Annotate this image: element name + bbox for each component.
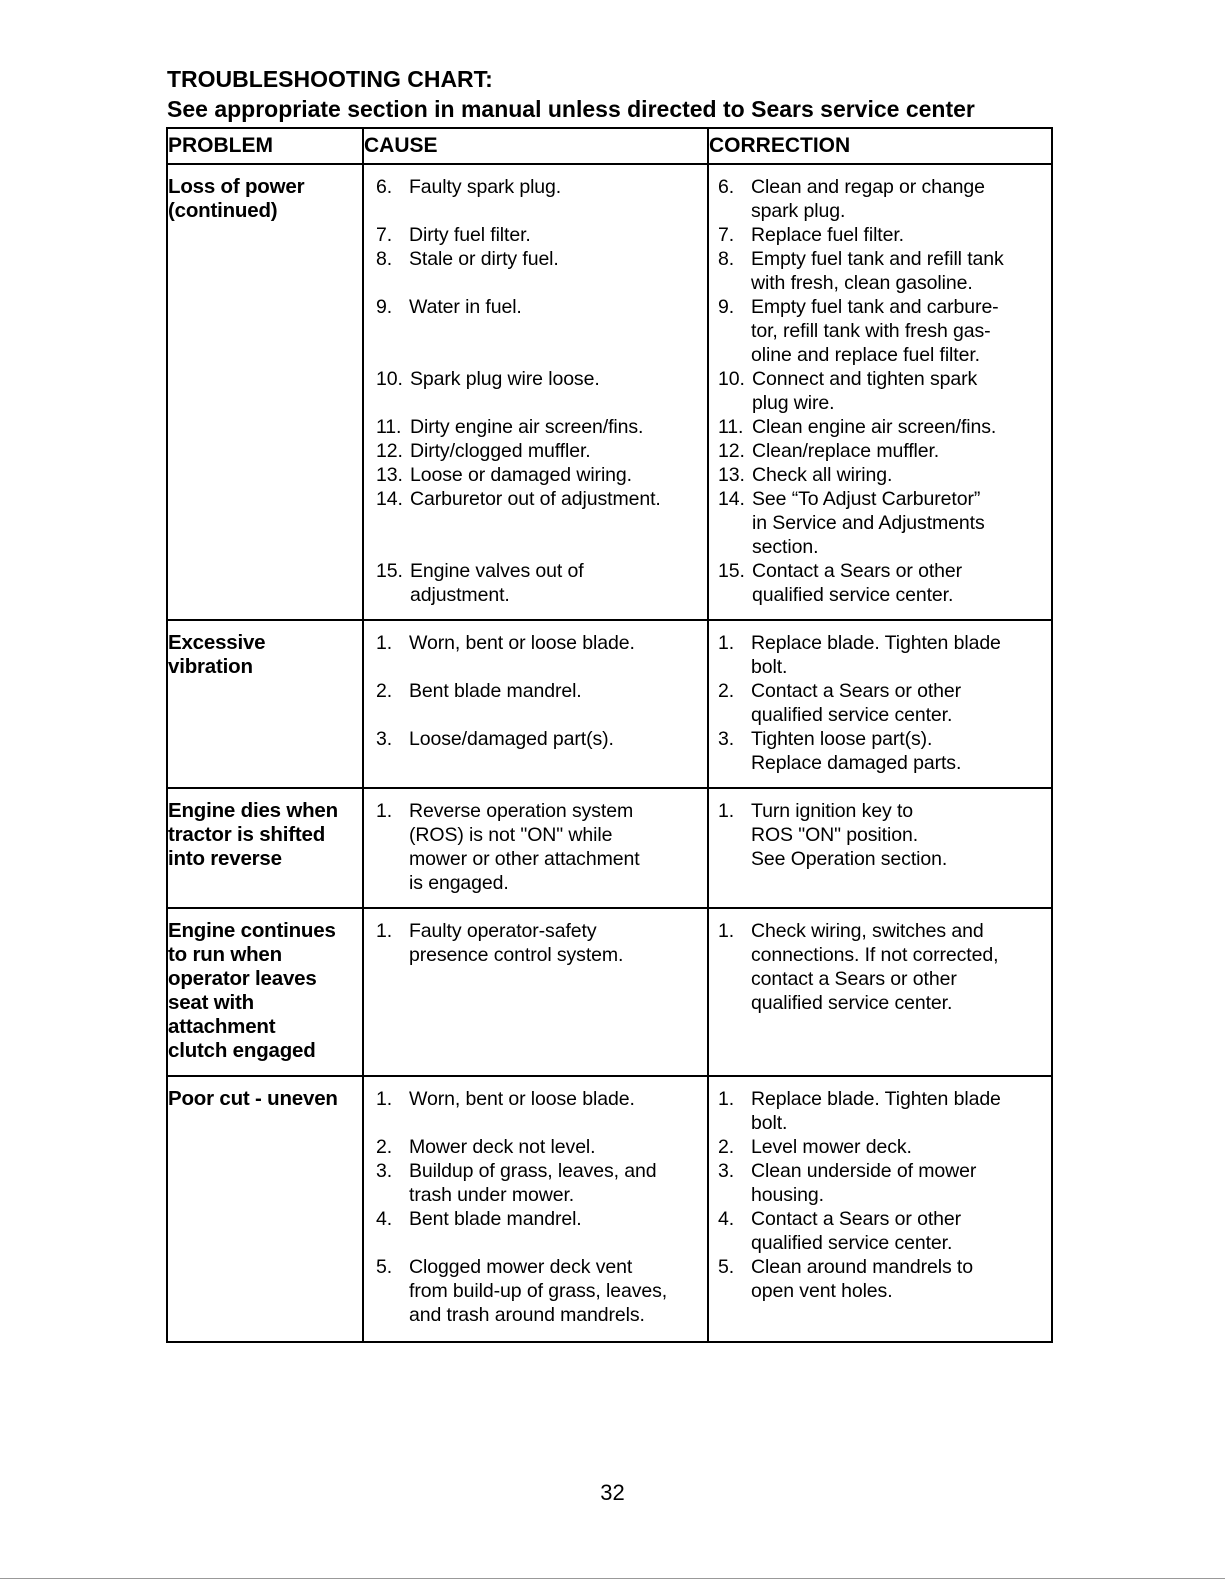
cause-item <box>364 679 707 703</box>
item-text: Worn, bent or loose blade. <box>409 632 635 654</box>
item-text: Level mower deck. <box>751 1136 912 1158</box>
item-text: Check all wiring. <box>752 464 893 486</box>
table-row <box>167 788 1052 908</box>
item-number: 5. <box>718 1256 735 1278</box>
item-number: 10. <box>718 368 745 390</box>
item-number: 13. <box>376 464 403 486</box>
item-number: 6. <box>376 176 393 198</box>
item-text: Replace fuel filter. <box>751 224 905 246</box>
cause-item <box>364 295 707 319</box>
item-text: Replace blade. Tighten blade bolt. <box>751 1088 1001 1134</box>
item-text: Stale or dirty fuel. <box>409 248 559 270</box>
item-number: 5. <box>376 1256 393 1278</box>
correction-cell <box>708 908 1052 1076</box>
line-spacer <box>364 535 707 559</box>
correction-item <box>709 463 1051 487</box>
item-number: 3. <box>376 1160 393 1182</box>
cause-item <box>364 1255 707 1327</box>
cause-item <box>364 1087 707 1111</box>
header-problem: PROBLEM <box>167 128 363 164</box>
line-spacer <box>364 199 707 223</box>
table-row <box>167 908 1052 1076</box>
item-number: 3. <box>718 728 735 750</box>
correction-item <box>709 1255 1051 1303</box>
correction-item <box>709 919 1051 1015</box>
item-number: 1. <box>376 920 393 942</box>
item-number: 14. <box>376 488 403 510</box>
cause-item <box>364 487 707 511</box>
line-spacer <box>364 511 707 535</box>
cause-item <box>364 1207 707 1231</box>
line-spacer <box>364 319 707 343</box>
cause-item <box>364 799 707 895</box>
item-number: 7. <box>718 224 735 246</box>
chart-subtitle: See appropriate section in manual unless directed to Sears service center <box>167 96 975 122</box>
problem-text: Engine continues to run when operator leaves seat with attachment clutch engaged <box>168 919 336 1062</box>
item-text: Loose or damaged wiring. <box>410 464 632 486</box>
table-header-row <box>167 128 1052 164</box>
cause-item <box>364 559 707 607</box>
cause-cell <box>363 620 708 788</box>
item-text: Dirty engine air screen/fins. <box>410 416 644 438</box>
item-number: 11. <box>718 416 744 438</box>
item-text: Worn, bent or loose blade. <box>409 1088 635 1110</box>
item-number: 9. <box>718 296 735 318</box>
item-number: 7. <box>376 224 393 246</box>
correction-item <box>709 247 1051 295</box>
problem-text: Loss of power (continued) <box>168 175 305 222</box>
cause-item <box>364 631 707 655</box>
correction-item <box>709 295 1051 367</box>
item-text: Contact a Sears or other qualified service center. <box>751 1208 962 1254</box>
correction-item <box>709 487 1051 559</box>
problem-cell <box>167 164 363 620</box>
table-row <box>167 620 1052 788</box>
cause-item <box>364 1159 707 1207</box>
item-text: Check wiring, switches and connections. If not corrected, contact a Sears or other qualified service center. <box>751 920 999 1014</box>
item-text: Dirty/clogged muffler. <box>410 440 591 462</box>
item-number: 1. <box>376 1088 393 1110</box>
cause-item <box>364 415 707 439</box>
item-text: See “To Adjust Carburetor” in Service and Adjustments section. <box>752 488 985 558</box>
table-row <box>167 1076 1052 1342</box>
item-text: Contact a Sears or other qualified service center. <box>752 560 963 606</box>
item-text: Empty fuel tank and carbure- tor, refill tank with fresh gas- oline and replace fuel filter. <box>751 296 999 366</box>
correction-item <box>709 367 1051 415</box>
item-text: Dirty fuel filter. <box>409 224 531 246</box>
item-number: 1. <box>718 800 735 822</box>
item-text: Reverse operation system (ROS) is not "ON" while mower or other attachment is engaged. <box>409 800 640 894</box>
item-text: Loose/damaged part(s). <box>409 728 614 750</box>
problem-cell <box>167 788 363 908</box>
correction-item <box>709 439 1051 463</box>
item-text: Water in fuel. <box>409 296 522 318</box>
item-number: 14. <box>718 488 745 510</box>
item-number: 4. <box>718 1208 735 1230</box>
item-text: Bent blade mandrel. <box>409 680 582 702</box>
correction-cell <box>708 788 1052 908</box>
item-number: 1. <box>718 920 735 942</box>
item-number: 8. <box>718 248 735 270</box>
item-text: Clean/replace muffler. <box>752 440 940 462</box>
item-number: 6. <box>718 176 735 198</box>
item-number: 11. <box>376 416 402 438</box>
item-text: Clogged mower deck vent from build-up of grass, leaves, and trash around mandrels. <box>409 1256 668 1326</box>
cause-item <box>364 919 707 967</box>
problem-cell <box>167 908 363 1076</box>
correction-item <box>709 1159 1051 1207</box>
item-number: 8. <box>376 248 393 270</box>
problem-cell <box>167 1076 363 1342</box>
item-number: 2. <box>718 1136 735 1158</box>
item-text: Buildup of grass, leaves, and trash under mower. <box>409 1160 657 1206</box>
item-number: 15. <box>718 560 745 582</box>
header-cause: CAUSE <box>363 128 708 164</box>
item-text: Mower deck not level. <box>409 1136 596 1158</box>
problem-text: Excessive vibration <box>168 631 266 678</box>
item-text: Tighten loose part(s). Replace damaged parts. <box>751 728 962 774</box>
correction-cell <box>708 164 1052 620</box>
cause-cell <box>363 164 708 620</box>
troubleshooting-table <box>166 127 1053 1343</box>
item-text: Engine valves out of adjustment. <box>410 560 584 606</box>
line-spacer <box>364 655 707 679</box>
problem-text: Poor cut - uneven <box>168 1087 338 1110</box>
item-number: 10. <box>376 368 403 390</box>
line-spacer <box>364 1111 707 1135</box>
item-text: Bent blade mandrel. <box>409 1208 582 1230</box>
correction-item <box>709 559 1051 607</box>
problem-cell <box>167 620 363 788</box>
table-body <box>167 164 1052 1342</box>
chart-title: TROUBLESHOOTING CHART: <box>167 66 493 92</box>
correction-cell <box>708 620 1052 788</box>
header-correction: CORRECTION <box>708 128 1052 164</box>
item-number: 13. <box>718 464 745 486</box>
item-number: 1. <box>718 1088 735 1110</box>
item-number: 2. <box>718 680 735 702</box>
correction-cell <box>708 1076 1052 1342</box>
item-text: Carburetor out of adjustment. <box>410 488 661 510</box>
item-number: 12. <box>376 440 403 462</box>
correction-item <box>709 223 1051 247</box>
problem-text: Engine dies when tractor is shifted into reverse <box>168 799 338 870</box>
cause-cell <box>363 788 708 908</box>
item-text: Turn ignition key to ROS "ON" position. See Operation section. <box>751 800 948 870</box>
item-number: 2. <box>376 680 393 702</box>
item-number: 12. <box>718 440 745 462</box>
cause-item <box>364 1135 707 1159</box>
item-number: 15. <box>376 560 403 582</box>
item-text: Faulty spark plug. <box>409 176 562 198</box>
item-text: Connect and tighten spark plug wire. <box>752 368 978 414</box>
correction-item <box>709 727 1051 775</box>
cause-item <box>364 247 707 271</box>
cause-item <box>364 175 707 199</box>
correction-item <box>709 631 1051 679</box>
item-number: 1. <box>376 632 393 654</box>
line-spacer <box>364 703 707 727</box>
line-spacer <box>364 1231 707 1255</box>
item-text: Clean around mandrels to open vent holes. <box>751 1256 973 1302</box>
item-text: Spark plug wire loose. <box>410 368 600 390</box>
correction-item <box>709 1207 1051 1255</box>
correction-item <box>709 1087 1051 1135</box>
correction-item <box>709 1135 1051 1159</box>
item-text: Clean and regap or change spark plug. <box>751 176 985 222</box>
item-number: 3. <box>376 728 393 750</box>
item-text: Empty fuel tank and refill tank with fresh, clean gasoline. <box>751 248 1004 294</box>
item-text: Contact a Sears or other qualified service center. <box>751 680 962 726</box>
item-text: Faulty operator-safety presence control system. <box>409 920 624 966</box>
cause-item <box>364 439 707 463</box>
cause-cell <box>363 1076 708 1342</box>
bottom-rule <box>0 1578 1225 1579</box>
item-number: 1. <box>376 800 393 822</box>
line-spacer <box>364 343 707 367</box>
cause-item <box>364 727 707 751</box>
correction-item <box>709 799 1051 871</box>
item-number: 1. <box>718 632 735 654</box>
cause-item <box>364 367 707 391</box>
item-text: Clean underside of mower housing. <box>751 1160 977 1206</box>
item-text: Replace blade. Tighten blade bolt. <box>751 632 1001 678</box>
cause-cell <box>363 908 708 1076</box>
cause-item <box>364 463 707 487</box>
item-text: Clean engine air screen/fins. <box>752 416 997 438</box>
item-number: 2. <box>376 1136 393 1158</box>
page-number: 32 <box>600 1480 625 1505</box>
table-row <box>167 164 1052 620</box>
line-spacer <box>364 271 707 295</box>
cause-item <box>364 223 707 247</box>
correction-item <box>709 415 1051 439</box>
line-spacer <box>364 391 707 415</box>
item-number: 3. <box>718 1160 735 1182</box>
correction-item <box>709 679 1051 727</box>
item-number: 9. <box>376 296 393 318</box>
item-number: 4. <box>376 1208 393 1230</box>
correction-item <box>709 175 1051 223</box>
